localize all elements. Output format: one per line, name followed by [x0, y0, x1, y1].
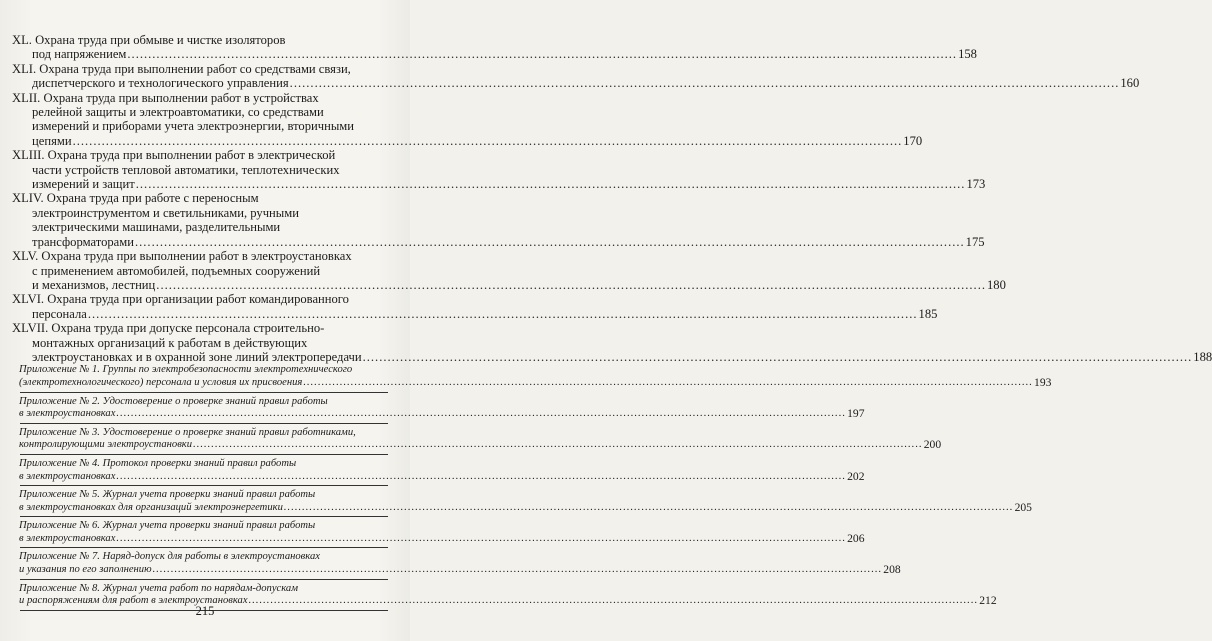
entry-line — [12, 306, 938, 321]
entry-page: 205 — [1014, 500, 1032, 514]
entry-line — [12, 407, 865, 421]
appendix-entry — [12, 426, 942, 455]
dot-leader: ........................................................................................................................................................................................................ — [248, 595, 979, 607]
entry-text: релейной защиты и электроавтоматики, со средствами — [32, 105, 324, 120]
entry-line — [12, 583, 388, 596]
appendix-entry — [12, 395, 865, 424]
entry-page: 160 — [1120, 76, 1140, 91]
entry-text: XLV. Охрана труда при выполнении работ в электроустановках — [12, 249, 352, 264]
separator-rule — [20, 454, 388, 455]
entry-text: в электроустановках — [19, 532, 116, 544]
entry-line — [12, 105, 388, 119]
entry-text: под напряжением — [32, 47, 127, 62]
entry-text: XLI. Охрана труда при выполнении работ со средствами связи, — [12, 61, 351, 76]
entry-line — [12, 47, 977, 62]
entry-text: XLVII. Охрана труда при допуске персонала строительно- — [12, 321, 325, 336]
entry-line — [12, 76, 1140, 91]
dot-leader: ........................................................................................................................................................................................................ — [116, 408, 847, 420]
dot-leader: ........................................................................................................................................................................................................ — [135, 177, 966, 192]
appendix-entry — [12, 457, 865, 486]
entry-page: 208 — [883, 563, 901, 577]
entry-page: 173 — [966, 177, 986, 192]
entry-line — [12, 264, 388, 278]
toc-entry — [12, 292, 938, 321]
entry-text: Приложение № 1. Группы по электробезопасности электротехнического — [19, 364, 353, 376]
entry-page: 202 — [847, 469, 865, 483]
entry-text: в электроустановках для организаций электроэнергетики — [19, 501, 283, 513]
entry-text: (электротехнологического) персонала и условия их присвоения — [19, 376, 303, 388]
entry-text: и механизмов, лестниц — [32, 277, 156, 292]
entry-line — [12, 531, 865, 546]
entry-line — [12, 277, 1006, 292]
entry-text: измерений и защит — [32, 177, 135, 192]
entry-line — [12, 364, 388, 377]
entry-page: 197 — [847, 407, 865, 421]
entry-page: 180 — [986, 277, 1006, 292]
entry-page: 206 — [847, 531, 865, 545]
entry-text: цепями — [32, 133, 72, 148]
separator-rule — [20, 579, 388, 580]
entry-line — [12, 91, 388, 105]
entry-line — [12, 469, 865, 484]
entry-line — [12, 191, 388, 205]
entry-text: XLIII. Охрана труда при выполнении работ в электрической — [12, 148, 336, 163]
entry-text: и указания по его заполнению — [19, 564, 152, 576]
toc-entry — [12, 148, 986, 192]
entry-line — [12, 489, 388, 502]
page-number: 215 — [195, 604, 215, 618]
toc-entry — [12, 249, 1006, 292]
entry-text: Приложение № 4. Протокол проверки знаний правил работы — [19, 457, 297, 469]
entry-text: диспетчерского и технологического управления — [32, 76, 289, 91]
entry-line — [12, 148, 388, 162]
entry-line — [12, 563, 901, 577]
entry-text: электрическими машинами, разделительными — [32, 220, 281, 235]
entry-line — [12, 220, 388, 234]
dot-leader: ........................................................................................................................................................................................................ — [283, 501, 1014, 513]
entry-text: и распоряжениям для работ в электроустановках — [19, 595, 248, 607]
entry-text: измерений и приборами учета электроэнергии, вторичными — [32, 119, 355, 134]
entry-line — [12, 396, 388, 409]
entry-line — [12, 349, 1212, 364]
entry-page: 185 — [918, 306, 938, 321]
entry-line — [12, 249, 388, 263]
dot-leader: ........................................................................................................................................................................................................ — [116, 532, 847, 544]
dot-leader: ........................................................................................................................................................................................................ — [362, 349, 1193, 364]
entry-text: Приложение № 8. Журнал учета работ по нарядам-допускам — [19, 582, 298, 594]
entry-line — [12, 458, 388, 471]
entry-line — [12, 133, 923, 148]
entry-line — [12, 321, 388, 335]
entry-text: Приложение № 5. Журнал учета проверки знаний правил работы — [19, 489, 316, 501]
entry-line — [12, 292, 388, 306]
separator-rule — [20, 547, 388, 548]
entry-page: 170 — [903, 133, 923, 148]
separator-rule — [20, 392, 388, 393]
entry-line — [12, 119, 388, 133]
separator-rule — [20, 423, 388, 424]
appendix-entry — [12, 364, 1052, 392]
toc-entry — [12, 61, 1140, 91]
entry-text: персонала — [32, 306, 87, 321]
entry-text: Приложение № 2. Удостоверение о проверке знаний правил работы — [19, 395, 328, 407]
entry-text: контролирующими электроустановки — [19, 439, 193, 451]
entry-page: 188 — [1193, 349, 1212, 364]
entry-line — [12, 234, 985, 249]
entry-line — [12, 33, 388, 47]
dot-leader: ........................................................................................................................................................................................................ — [127, 47, 958, 62]
entry-text: с применением автомобилей, подъемных сооружений — [32, 263, 321, 278]
separator-rule — [20, 516, 388, 517]
entry-text: Приложение № 7. Наряд-допуск для работы в электроустановках — [19, 551, 320, 563]
toc-entry — [12, 90, 923, 149]
entry-text: Приложение № 3. Удостоверение о проверке знаний правил работниками, — [19, 426, 356, 438]
entry-text: XLIV. Охрана труда при работе с переносным — [12, 191, 259, 206]
entry-text: части устройств тепловой автоматики, теплотехнических — [32, 162, 340, 177]
entry-line — [12, 206, 388, 220]
entry-text: монтажных организаций к работам в действующих — [32, 335, 308, 350]
toc-entry — [12, 321, 1212, 364]
entry-text: XLII. Охрана труда при выполнении работ в устройствах — [12, 90, 319, 105]
entry-line — [12, 520, 388, 533]
appendix-entry — [12, 551, 901, 579]
entry-line — [12, 500, 1032, 515]
dot-leader: ........................................................................................................................................................................................................ — [87, 306, 918, 321]
entry-text: XL. Охрана труда при обмыве и чистке изоляторов — [12, 33, 286, 47]
entry-text: в электроустановках — [19, 470, 116, 482]
entry-text: XLVI. Охрана труда при организации работ командированного — [12, 292, 349, 307]
dot-leader: ........................................................................................................................................................................................................ — [72, 133, 903, 148]
entry-text: Приложение № 6. Журнал учета проверки знаний правил работы — [19, 520, 316, 532]
appendix-entry — [12, 520, 865, 548]
entry-page: 193 — [1034, 375, 1052, 389]
dot-leader: ........................................................................................................................................................................................................ — [116, 470, 847, 482]
entry-line — [12, 438, 942, 452]
entry-text: трансформаторами — [32, 234, 134, 249]
entry-line — [12, 62, 388, 76]
dot-leader: ........................................................................................................................................................................................................ — [152, 564, 883, 576]
entry-line — [12, 177, 986, 192]
toc-entry — [12, 191, 985, 249]
dot-leader: ........................................................................................................................................................................................................ — [193, 439, 923, 451]
entry-page: 175 — [965, 234, 985, 249]
dot-leader: ........................................................................................................................................................................................................ — [156, 277, 986, 292]
entry-line — [12, 163, 388, 177]
entry-text: электроинструментом и светильниками, ручными — [32, 205, 299, 220]
dot-leader: ........................................................................................................................................................................................................ — [134, 234, 965, 249]
toc-entry — [12, 33, 977, 62]
table-of-contents — [12, 33, 1212, 614]
appendix-entry — [12, 489, 1032, 517]
entry-text: в электроустановках — [19, 408, 116, 420]
entry-line — [12, 336, 388, 350]
entry-page: 200 — [923, 438, 942, 452]
dot-leader: ........................................................................................................................................................................................................ — [303, 376, 1034, 388]
entry-text: электроустановках и в охранной зоне линий электропередачи — [32, 349, 362, 364]
dot-leader: ........................................................................................................................................................................................................ — [289, 76, 1120, 91]
entry-line — [12, 551, 388, 564]
entry-page: 158 — [958, 47, 977, 62]
entry-line — [12, 427, 388, 440]
entry-page: 212 — [979, 594, 997, 608]
entry-line — [12, 375, 1052, 390]
separator-rule — [20, 485, 388, 486]
